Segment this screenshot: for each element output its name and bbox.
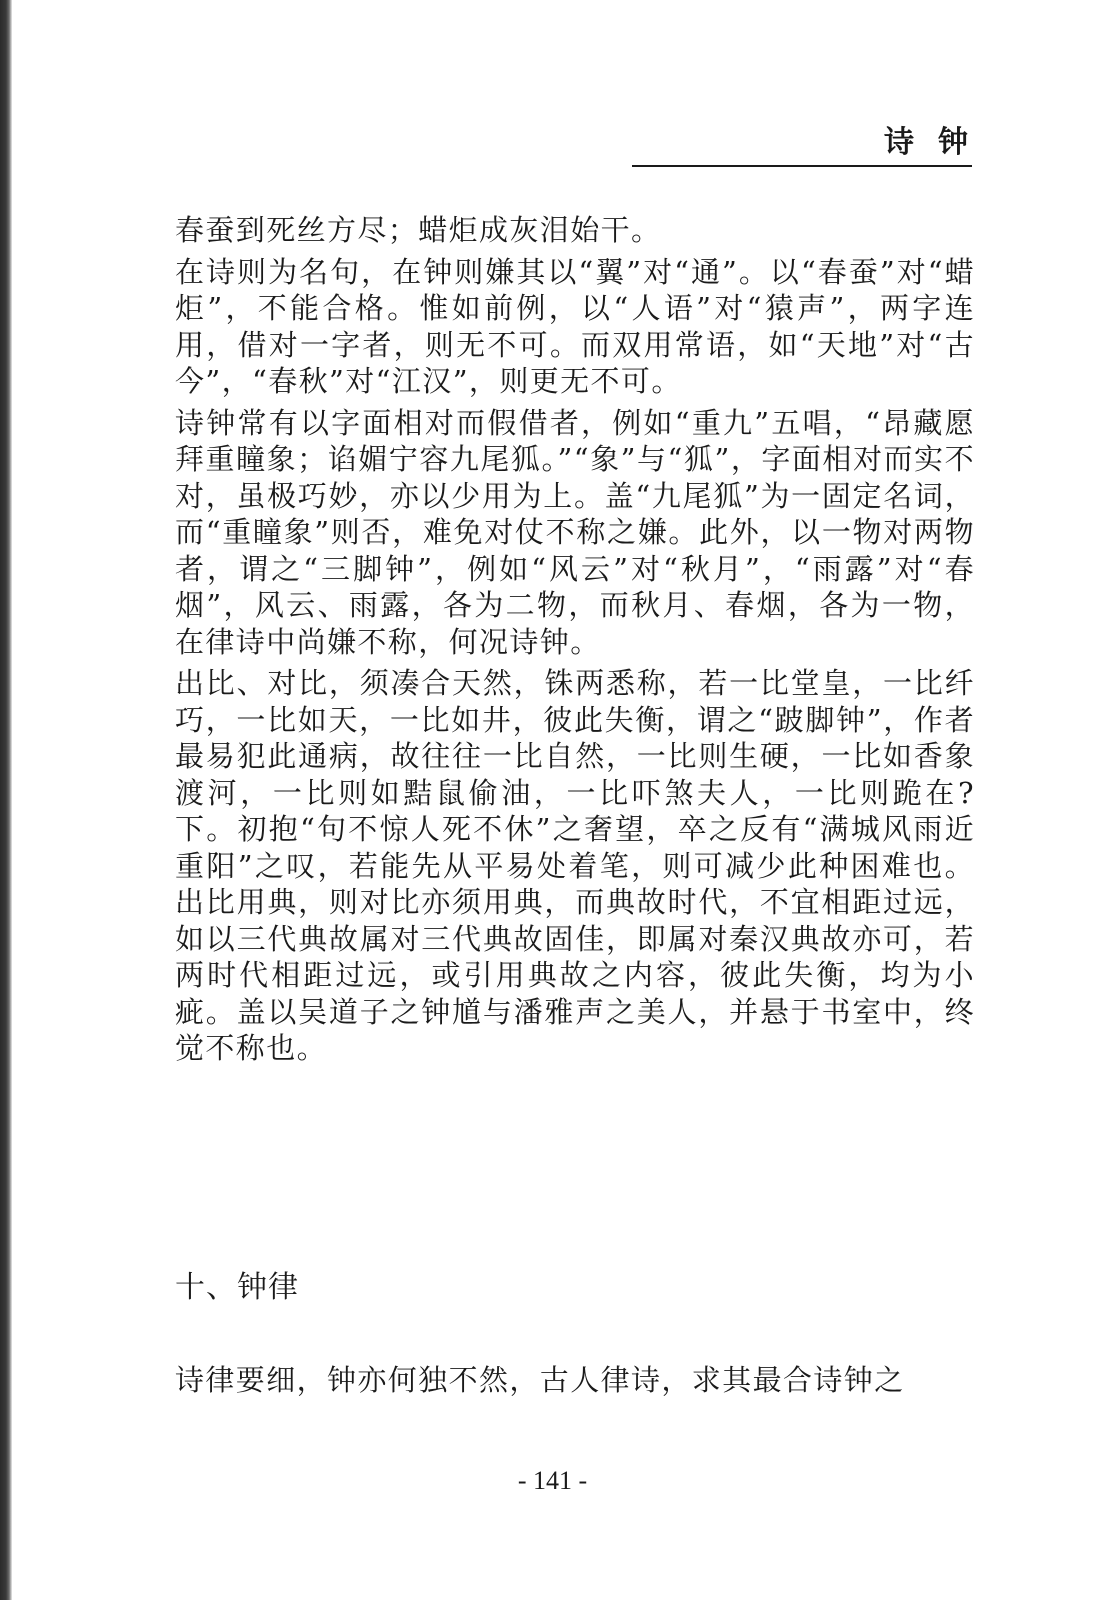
header-title: 诗钟 [884,125,992,160]
paragraph-1: 在诗则为名句，在钟则嫌其以“翼”对“通”。以“春蚕”对“蜡炬”，不能合格。惟如前例，以“人语”对“猿声”，两字连用，借对一字者，则无不可。而双用常语，如“天地”对“古今”，“春秋”对“江汉”，则更无不可。 [175,254,975,398]
paragraph-3: 出比、对比，须凑合天然，铢两悉称，若一比堂皇，一比纤巧，一比如天，一比如井，彼此失衡，谓之“跛脚钟”，作者最易犯此通病，故往往一比自然，一比则生硬，一比如香象渡河，一比则如黠鼠偷油，一比吓煞夫人，一比则跪在?下。初抱“句不惊人死不休”之奢望，卒之反有“满城风雨近重阳”之叹，若能先从平易处着笔，则可减少此种困难也。出比用典，则对比亦须用典，而典故时代，不宜相距过远，如以三代典故属对三代典故固佳，即属对秦汉典故亦可，若两时代相距过远，或引用典故之内容，彼此失衡，均为小疵。盖以吴道子之钟馗与潘雅声之美人，并悬于书室中，终觉不称也。 [175,666,975,1065]
running-header [632,125,992,167]
section-first-line: 诗律要细，钟亦何独不然，古人律诗，求其最合诗钟之 [175,1363,905,1397]
page-binding-edge [0,0,12,1600]
paragraph-quote: 春蚕到死丝方尽；蜡炬成灰泪始干。 [175,213,662,247]
body-text [175,212,975,1072]
paragraph-2: 诗钟常有以字面相对而假借者，例如“重九”五唱，“昂藏愿拜重瞳象；谄媚宁容九尾狐。”“象”与“狐”，字面相对而实不对，虽极巧妙，亦以少用为上。盖“九尾狐”为一固定名词，而“重瞳象”则否，难免对仗不称之嫌。此外，以一物对两物者，谓之“三脚钟”，例如“风云”对“秋月”，“雨露”对“春烟”，风云、雨露，各为二物，而秋月、春烟，各为一物，在律诗中尚嫌不称，何况诗钟。 [175,405,975,659]
page-number: - 141 - [517,1466,588,1495]
section-heading: 十、钟律 [175,1270,299,1305]
